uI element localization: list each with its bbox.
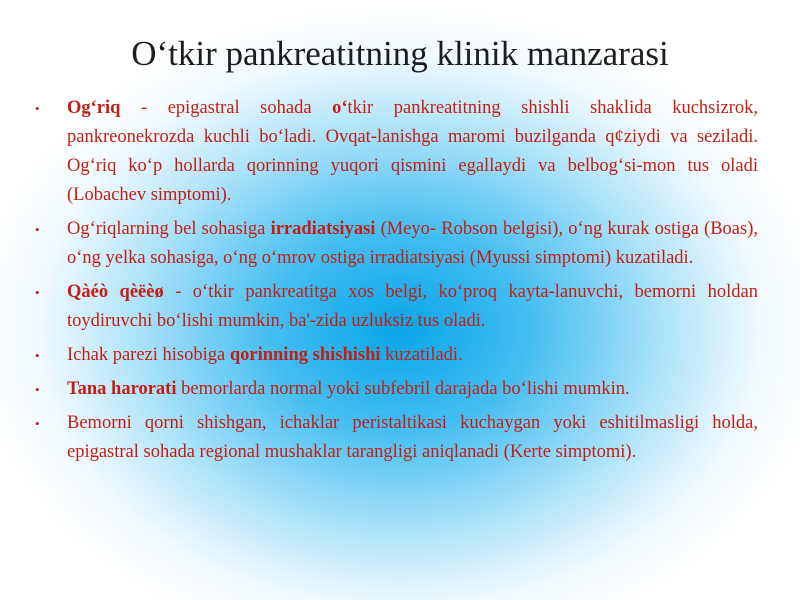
bullet-item-irradiation [32, 215, 758, 273]
bullet-list [32, 94, 758, 472]
bullet-text: (Meyo- Robson belgisi), o‘ng kurak ostiga (Boas), o‘ng yelka sohasiga, o‘ng o‘mrov ostiga irradiatsiyasi (Myussi simptomi) kuzatiladi. [67, 219, 758, 268]
bullet-text: bemorlarda normal yoki subfebril darajada bo‘lishi mumkin. [176, 379, 630, 399]
bullet-item-bloating [32, 341, 758, 370]
bullet-item-vomiting [32, 278, 758, 336]
bullet-dot-icon: • [35, 101, 40, 116]
term-temperature: Tana harorati [67, 379, 177, 399]
term-irradiation: irradiatsiyasi [270, 219, 376, 239]
bullet-item-temperature [32, 375, 758, 404]
bullet-dot-icon: • [35, 382, 40, 397]
bullet-dot-icon: • [35, 416, 40, 431]
term-bloating: qorinning shishishi [229, 345, 381, 365]
bullet-text: Og‘riqlarning bel sohasiga [67, 219, 271, 239]
bullet-text: Bemorni qorni shishgan, ichaklar peristaltikasi kuchaygan yoki eshitilmasligi holda, epigastral sohada regional mushaklar tarangligi aniqlanadi (Kerte simptomi). [67, 413, 758, 462]
bullet-text: tkir pankreatitning shishli shaklida kuchsizrok, pankreonekrozda kuchli bo‘ladi. Ovqat-lanishga maromi buzilganda q¢ziydi va seziladi. Og‘riq ko‘p hollarda qorinning yuqori qismini egallaydi va belbog‘si-mon tus oladi (Lobachev simptomi). [67, 98, 759, 205]
bullet-text: kuzatiladi. [380, 345, 463, 365]
bullet-dot-icon: • [35, 285, 40, 300]
bullet-dot-icon: • [35, 348, 40, 363]
bullet-dot-icon: • [35, 222, 40, 237]
bullet-text: - epigastral sohada [120, 98, 333, 118]
bullet-text: Ichak parezi hisobiga [67, 345, 230, 365]
term-pain: Og‘riq [67, 98, 121, 118]
term-vomiting: Qàéò qèëèø [67, 282, 164, 302]
bullet-item-pain [32, 94, 758, 210]
term-acute: o‘ [332, 98, 348, 118]
bullet-item-kerte [32, 409, 758, 467]
bullet-text: - o‘tkir pankreatitga xos belgi, ko‘proq kayta-lanuvchi, bemorni holdan toydiruvchi bo‘lishi mumkin, ba'-zida uzluksiz tus oladi. [67, 282, 758, 331]
slide-title: O‘tkir pankreatitning klinik manzarasi [131, 34, 669, 73]
